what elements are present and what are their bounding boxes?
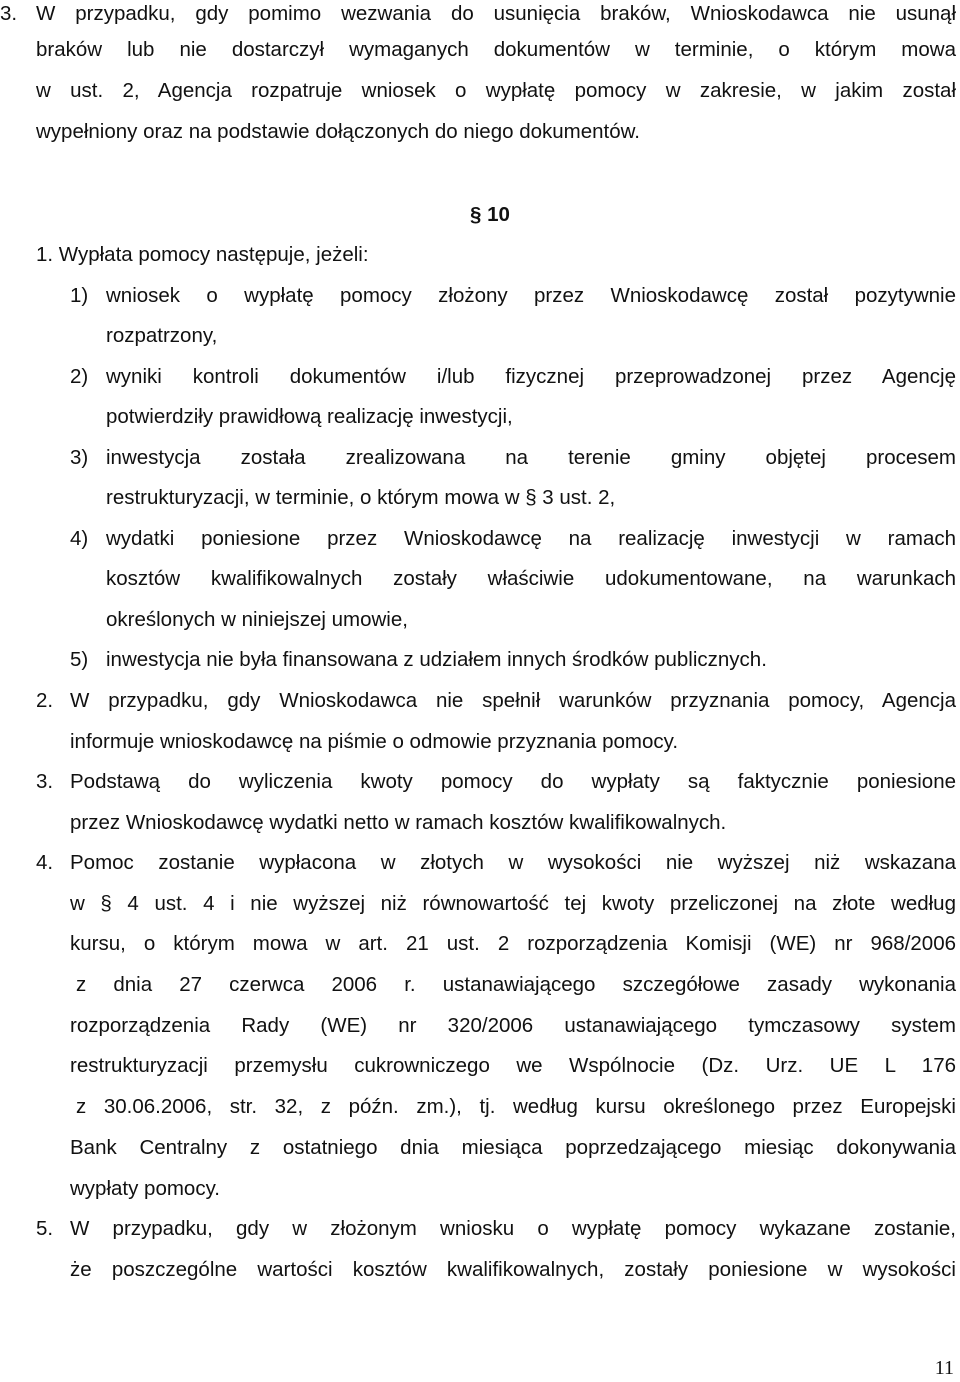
text-line: W przypadku, gdy pomimo wezwania do usunięcia braków, Wnioskodawca nie usunął [36, 2, 956, 25]
text-line: restrukturyzacji, w terminie, o którym mowa w § 3 ust. 2, [106, 486, 616, 509]
text-line: wypłaty pomocy. [70, 1177, 221, 1200]
text-line: kosztów kwalifikowalnych zostały właściwie udokumentowane, na warunkach [106, 567, 956, 590]
list-number: 5. [36, 1217, 54, 1240]
paragraph-lead: 1. Wypłata pomocy następuje, jeżeli: [36, 243, 369, 266]
text-line: w § 4 ust. 4 i nie wyższej niż równowartość tej kwoty przeliczonej na złote według [70, 892, 956, 915]
text-line: przez Wnioskodawcę wydatki netto w ramach kosztów kwalifikowalnych. [70, 811, 727, 834]
text-line: potwierdziły prawidłową realizację inwestycji, [106, 405, 513, 428]
text-line: inwestycja nie była finansowana z udziałem innych środków publicznych. [106, 648, 767, 671]
text-line: informuje wnioskodawcę na piśmie o odmowie przyznania pomocy. [70, 730, 679, 753]
text-line: z dnia 27 czerwca 2006 r. ustanawiającego szczegółowe zasady wykonania [76, 973, 956, 996]
list-number: 3. [0, 2, 18, 25]
text-line: Pomoc zostanie wypłacona w złotych w wysokości nie wyższej niż wskazana [70, 851, 956, 874]
text-line: braków lub nie dostarczył wymaganych dokumentów w terminie, o którym mowa [36, 38, 956, 61]
text-line: W przypadku, gdy Wnioskodawca nie spełnił warunków przyznania pomocy, Agencja [70, 689, 956, 712]
text-line: wydatki poniesione przez Wnioskodawcę na realizację inwestycji w ramach [106, 527, 956, 550]
text-line: Podstawą do wyliczenia kwoty pomocy do wypłaty są faktycznie poniesione [70, 770, 956, 793]
list-number: 3) [70, 446, 89, 469]
list-number: 2. [36, 689, 54, 712]
text-line: W przypadku, gdy w złożonym wniosku o wypłatę pomocy wykazane zostanie, [70, 1217, 956, 1240]
text-line: inwestycja została zrealizowana na terenie gminy objętej procesem [106, 446, 956, 469]
page-number: 11 [934, 1357, 954, 1379]
list-number: 3. [36, 770, 54, 793]
section-heading: § 10 [470, 203, 510, 226]
text-line: Bank Centralny z ostatniego dnia miesiąca poprzedzającego miesiąc dokonywania [70, 1136, 956, 1159]
text-line: wypełniony oraz na podstawie dołączonych do niego dokumentów. [36, 120, 640, 143]
text-line: rozpatrzony, [106, 324, 218, 347]
text-line: kursu, o którym mowa w art. 21 ust. 2 rozporządzenia Komisji (WE) nr 968/2006 [70, 932, 956, 955]
list-number: 2) [70, 365, 89, 388]
list-number: 5) [70, 648, 89, 671]
text-line: wyniki kontroli dokumentów i/lub fizycznej przeprowadzonej przez Agencję [106, 365, 956, 388]
text-line: określonych w niniejszej umowie, [106, 608, 408, 631]
list-number: 4) [70, 527, 89, 550]
text-line: rozporządzenia Rady (WE) nr 320/2006 ustanawiającego tymczasowy system [70, 1014, 956, 1037]
text-line: wniosek o wypłatę pomocy złożony przez Wnioskodawcę został pozytywnie [106, 284, 956, 307]
list-number: 4. [36, 851, 54, 874]
text-line: w ust. 2, Agencja rozpatruje wniosek o wypłatę pomocy w zakresie, w jakim został [36, 79, 956, 102]
text-line: że poszczególne wartości kosztów kwalifikowalnych, zostały poniesione w wysokości [70, 1258, 956, 1281]
list-number: 1) [70, 284, 89, 307]
text-line: restrukturyzacji przemysłu cukrowniczego we Wspólnocie (Dz. Urz. UE L 176 [70, 1054, 956, 1077]
text-line: z 30.06.2006, str. 32, z późn. zm.), tj. według kursu określonego przez Europejski [76, 1095, 956, 1118]
